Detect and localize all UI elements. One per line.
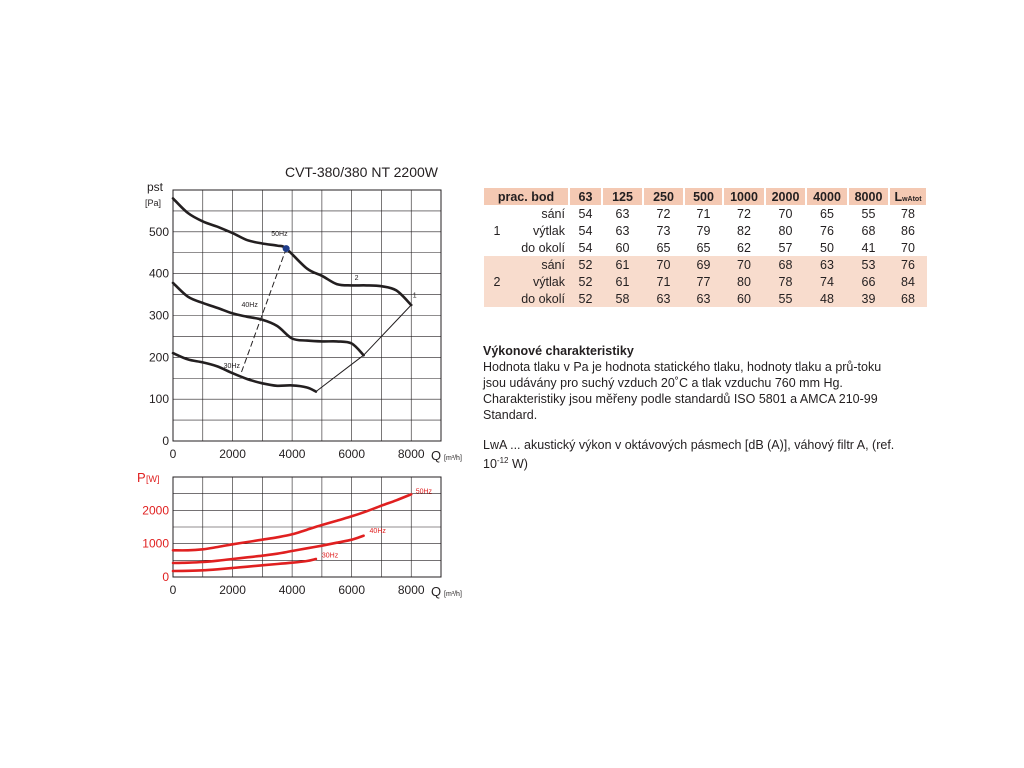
header-cell: 4000: [806, 188, 848, 205]
table-cell: 54: [578, 223, 593, 238]
table-cell: 54: [578, 206, 593, 221]
table-cell: 68: [889, 290, 927, 307]
y-tick-label: 0: [162, 434, 169, 448]
curve-label: 40Hz: [369, 528, 386, 535]
lwatot-main: L: [894, 189, 903, 204]
y-axis-label: P: [137, 470, 146, 485]
header-cell: 2000: [765, 188, 806, 205]
y-axis-label: pst: [147, 180, 164, 194]
table-cell: 80: [723, 273, 765, 290]
table-cell: 82: [737, 223, 751, 238]
table-cell: 63: [684, 290, 723, 307]
table-cell: 74: [806, 273, 848, 290]
table-cell: 50: [820, 240, 834, 255]
table-cell: 62: [737, 240, 751, 255]
noise-row: [484, 205, 927, 222]
system-curve-2: [242, 249, 287, 372]
y-tick-label: 200: [148, 350, 169, 365]
x-tick-label: 6000: [338, 447, 366, 461]
table-cell: 63: [615, 223, 630, 238]
table-cell: 55: [765, 290, 806, 307]
x-tick-label: 4000: [278, 583, 306, 597]
lwa-note-exponent: -12: [496, 456, 509, 465]
table-cell: 80: [778, 223, 793, 238]
header-cell: 500: [684, 188, 723, 205]
header-cell: 250: [643, 188, 684, 205]
table-cell: 79: [696, 223, 711, 238]
noise-table: [484, 188, 928, 307]
table-cell: 66: [848, 273, 889, 290]
row-label-text: výtlak: [533, 223, 565, 238]
table-cell: 53: [848, 256, 889, 273]
x-tick-label: 8000: [397, 583, 425, 597]
table-cell: 73: [656, 223, 671, 238]
header-cell-lwatot: [889, 188, 927, 205]
table-cell: 48: [806, 290, 848, 307]
noise-row: [484, 222, 927, 239]
point-number: 1: [493, 223, 501, 238]
row-label-text: do okolí: [521, 291, 565, 306]
description-title: Výkonové charakteristiky: [483, 344, 634, 358]
table-cell: 70: [643, 256, 684, 273]
noise-row: [484, 239, 927, 256]
y-tick-label: 400: [148, 266, 169, 281]
row-label: [484, 222, 569, 239]
x-axis-unit: [m³/h]: [444, 455, 462, 462]
point-number: 2: [493, 274, 501, 289]
noise-row: [484, 256, 927, 273]
table-cell: 69: [684, 256, 723, 273]
table-cell: 61: [602, 256, 643, 273]
table-cell: 61: [602, 273, 643, 290]
x-tick-label: 0: [169, 447, 177, 461]
table-cell: 63: [615, 206, 630, 221]
description-body: Hodnota tlaku v Pa je hodnota statického tlaku, hodnoty tlaku a prů-toku jsou udávány pro suchý vzduch 20˚C a tlak vzduchu 760 mm Hg. Charakteristiky jsou měřeny podle standardů ISO 5801 a AMCA 210-99 Standard.: [483, 360, 882, 422]
table-cell: 70: [778, 206, 793, 221]
curve-label: 2: [354, 274, 359, 282]
y-tick-label: 1000: [142, 536, 169, 551]
table-cell: 63: [643, 290, 684, 307]
table-cell: 70: [901, 240, 915, 255]
curve-label: 50Hz: [415, 488, 433, 496]
header-cell: 63: [569, 188, 602, 205]
row-label: [484, 290, 569, 307]
system-curve-1: [316, 305, 411, 392]
table-cell: 54: [578, 240, 593, 255]
table-cell: 55: [861, 206, 876, 221]
table-cell: 72: [737, 206, 751, 221]
table-cell: 84: [889, 273, 927, 290]
row-label-text: sání: [541, 257, 565, 272]
table-cell: 57: [778, 240, 793, 255]
y-tick-label: 300: [148, 308, 169, 323]
series-line-30Hz: [173, 353, 316, 392]
row-label-text: sání: [541, 206, 565, 221]
noise-row: [484, 273, 927, 290]
row-label: [484, 239, 569, 256]
y-tick-label: 500: [148, 224, 169, 239]
table-cell: 65: [696, 240, 711, 255]
table-cell: 78: [765, 273, 806, 290]
curve-label: 30Hz: [223, 362, 240, 370]
operating-point-marker: [283, 245, 290, 252]
header-cell: 1000: [723, 188, 765, 205]
curve-label: 1: [412, 292, 417, 300]
description: [483, 343, 903, 472]
row-label: [484, 205, 569, 222]
table-cell: 86: [901, 223, 915, 238]
chart-title: CVT-380/380 NT 2200W: [284, 164, 438, 180]
curve-label: 30Hz: [321, 552, 339, 560]
table-cell: 70: [723, 256, 765, 273]
table-cell: 52: [569, 273, 602, 290]
series-line-40Hz: [173, 283, 364, 355]
x-tick-label: 0: [169, 583, 177, 597]
noise-table-header: [484, 188, 927, 205]
noise-table-body: [484, 205, 927, 307]
table-cell: 65: [820, 206, 834, 221]
x-axis-label: Q: [431, 448, 442, 463]
table-cell: 76: [889, 256, 927, 273]
table-cell: 68: [765, 256, 806, 273]
x-axis-label: Q: [431, 584, 442, 599]
y-axis-unit: [Pa]: [145, 198, 162, 208]
series-line-30Hz: [173, 559, 316, 571]
table-cell: 65: [656, 240, 671, 255]
header-cell: 8000: [848, 188, 889, 205]
table-cell: 76: [820, 223, 834, 238]
row-label-text: do okolí: [521, 240, 565, 255]
table-cell: 52: [569, 256, 602, 273]
table-cell: 71: [696, 206, 711, 221]
curve-label: 40Hz: [241, 302, 258, 310]
x-tick-label: 2000: [219, 583, 246, 597]
y-tick-label: 2000: [142, 503, 169, 518]
table-cell: 58: [602, 290, 643, 307]
x-tick-label: 6000: [338, 583, 366, 597]
table-cell: 39: [848, 290, 889, 307]
row-label: [484, 273, 569, 290]
header-cell: 125: [602, 188, 643, 205]
y-tick-label: 100: [148, 392, 169, 407]
x-axis-unit: [m³/h]: [444, 591, 462, 598]
table-cell: 71: [643, 273, 684, 290]
table-cell: 78: [901, 206, 915, 221]
x-tick-label: 4000: [278, 447, 306, 461]
y-axis-unit: [W]: [146, 474, 160, 484]
lwa-note-end: W): [508, 457, 528, 472]
lwatot-sub: wAtot: [902, 195, 922, 203]
row-label: [484, 256, 569, 273]
header-cell: prac. bod: [484, 188, 569, 205]
pressure-chart: [145, 164, 462, 463]
table-cell: 68: [861, 223, 876, 238]
power-chart: [137, 470, 462, 599]
row-label-text: výtlak: [533, 274, 565, 289]
table-cell: 72: [656, 206, 671, 221]
table-cell: 77: [684, 273, 723, 290]
table-cell: 60: [615, 240, 630, 255]
table-cell: 63: [806, 256, 848, 273]
y-tick-label: 0: [162, 570, 169, 584]
table-cell: 60: [723, 290, 765, 307]
lwa-note: [483, 437, 903, 472]
noise-row: [484, 290, 927, 307]
performance-charts: [0, 0, 480, 620]
curve-label: 50Hz: [271, 231, 288, 239]
table-cell: 41: [861, 240, 876, 255]
table-cell: 52: [569, 290, 602, 307]
x-tick-label: 8000: [397, 447, 425, 461]
lwa-note-text: LwA ... akustický výkon v oktávových pásmech [dB (A)], váhový filtr A, (ref. 10: [483, 438, 895, 472]
x-tick-label: 2000: [219, 447, 246, 461]
